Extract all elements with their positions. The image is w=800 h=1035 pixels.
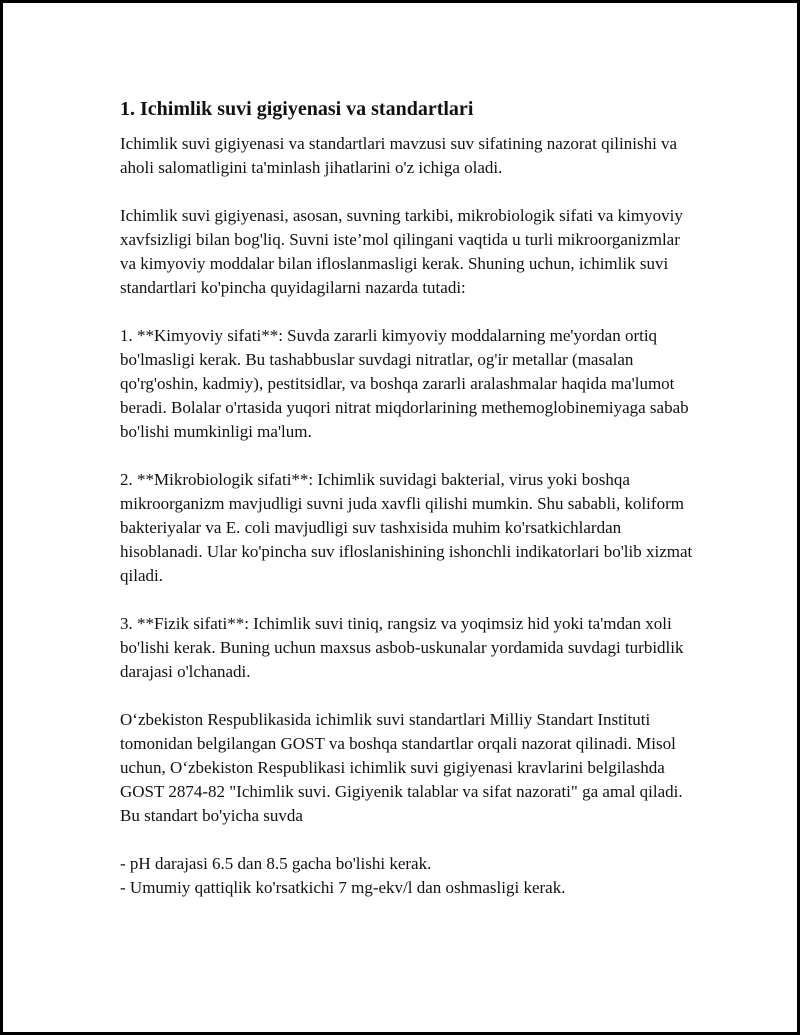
paragraph-chemical-quality: 1. **Kimyoviy sifati**: Suvda zararli kimyoviy moddalarning me'yordan ortiq bo'lmasligi kerak. Bu tashabbuslar suvdagi nitratlar, og'ir metallar (masalan qo'rg'oshin, kadmiy), pestitsidlar, va boshqa zararli aralashmalar haqida ma'lumot beradi. Bolalar o'rtasida yuqori nitrat miqdorlarining methemoglobinemiyaga sabab bo'lishi mumkinligi ma'lum. [120, 326, 689, 441]
paragraph-physical-quality: 3. **Fizik sifati**: Ichimlik suvi tiniq, rangsiz va yoqimsiz hid yoki ta'mdan xoli bo'lishi kerak. Buning uchun maxsus asbob-uskunalar yordamida suvdagi turbidlik darajasi o'lchanadi. [120, 614, 684, 681]
paragraph-standards: O‘zbekiston Respublikasida ichimlik suvi standartlari Milliy Standart Instituti tomonidan belgilangan GOST va boshqa standartlar orqali nazorat qilinadi. Misol uchun, O‘zbekiston Respublikasi ichimlik suvi gigiyenasi kravlarini belgilashda GOST 2874-82 "Ichimlik suvi. Gigiyenik talablar va sifat nazorati" ga amal qiladi. Bu standart bo'yicha suvda [120, 710, 683, 825]
list-item: - pH darajasi 6.5 dan 8.5 gacha bo'lishi kerak. [120, 854, 432, 873]
paragraph-microbiological-quality: 2. **Mikrobiologik sifati**: Ichimlik suvidagi bakterial, virus yoki boshqa mikroorganizm mavjudligi suvni juda xavfli qilishi mumkin. Shu sababli, koliform bakteriyalar va E. coli mavjudligi suv tashxisida muhim ko'rsatkichlardan hisoblanadi. Ular ko'pincha suv ifloslanishining ishonchli indikatorlari bo'lib xizmat qiladi. [120, 470, 693, 585]
paragraph-intro: Ichimlik suvi gigiyenasi va standartlari mavzusi suv sifatining nazorat qilinishi va aholi salomatligini ta'minlash jihatlarini o'z ichiga oladi. [120, 134, 678, 177]
document-body [120, 96, 700, 900]
requirements-list [120, 852, 700, 900]
list-item: - Umumiy qattiqlik ko'rsatkichi 7 mg-ekv/l dan oshmasligi kerak. [120, 878, 566, 897]
document-title: 1. Ichimlik suvi gigiyenasi va standartlari [120, 98, 474, 120]
paragraph-hygiene: Ichimlik suvi gigiyenasi, asosan, suvning tarkibi, mikrobiologik sifati va kimyoviy xavfsizligi bilan bog'liq. Suvni iste’mol qilingani vaqtida u turli mikroorganizmlar va kimyoviy moddalar bilan ifloslanmasligi kerak. Shuning uchun, ichimlik suvi standartlari ko'pincha quyidagilarni nazarda tutadi: [120, 206, 683, 297]
